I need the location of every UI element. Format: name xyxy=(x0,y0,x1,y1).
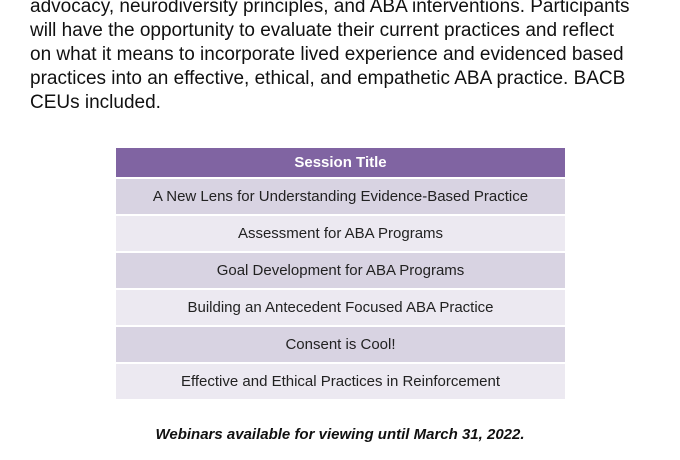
session-title-cell: Effective and Ethical Practices in Reinforcement xyxy=(116,363,565,399)
session-table-body xyxy=(116,178,565,399)
session-table xyxy=(116,148,565,399)
intro-line: practices into an effective, ethical, and empathetic ABA practice. BACB xyxy=(30,68,626,89)
availability-note: Webinars available for viewing until March 31, 2022. xyxy=(155,426,525,443)
table-row xyxy=(116,178,565,215)
intro-paragraph xyxy=(30,0,660,115)
session-title-cell: Assessment for ABA Programs xyxy=(116,215,565,252)
table-row xyxy=(116,326,565,363)
session-table-head xyxy=(116,148,565,178)
table-row xyxy=(116,252,565,289)
table-header-row xyxy=(116,148,565,178)
session-title-cell: A New Lens for Understanding Evidence-Based Practice xyxy=(116,178,565,215)
intro-line: on what it means to incorporate lived experience and evidenced based xyxy=(30,44,624,65)
session-title-cell: Consent is Cool! xyxy=(116,326,565,363)
session-title-header: Session Title xyxy=(116,148,565,178)
table-row xyxy=(116,363,565,399)
table-row xyxy=(116,215,565,252)
intro-line: will have the opportunity to evaluate their current practices and reflect xyxy=(30,20,615,41)
intro-line: advocacy, neurodiversity principles, and ABA interventions. Participants xyxy=(30,0,630,17)
table-row xyxy=(116,289,565,326)
intro-line: CEUs included. xyxy=(30,92,161,113)
session-title-cell: Building an Antecedent Focused ABA Practice xyxy=(116,289,565,326)
session-title-cell: Goal Development for ABA Programs xyxy=(116,252,565,289)
